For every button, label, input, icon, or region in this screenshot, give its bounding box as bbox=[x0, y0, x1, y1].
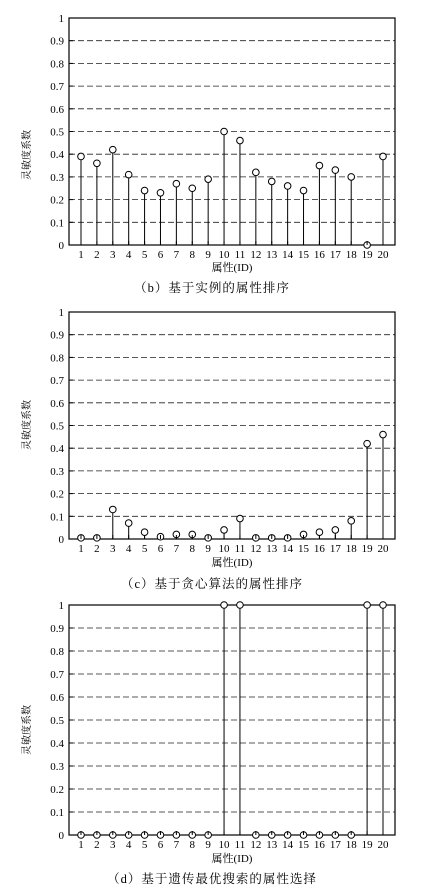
y-tick-label: 1 bbox=[58, 307, 64, 319]
y-tick-label: 0.4 bbox=[50, 738, 64, 750]
x-tick-label: 1 bbox=[78, 249, 84, 261]
x-tick-label: 8 bbox=[189, 543, 196, 555]
y-tick-label: 0.3 bbox=[50, 465, 64, 478]
x-tick-label: 1 bbox=[78, 543, 84, 555]
x-tick-label: 14 bbox=[282, 839, 294, 851]
x-tick-label: 10 bbox=[218, 249, 230, 261]
y-tick-label: 0.8 bbox=[50, 58, 64, 71]
y-tick-label: 0.5 bbox=[50, 420, 64, 433]
y-tick-label: 0.3 bbox=[50, 761, 64, 773]
y-tick-label: 0.4 bbox=[50, 443, 64, 456]
y-tick-label: 0.4 bbox=[50, 149, 64, 162]
chart-panel-2 bbox=[20, 600, 395, 886]
stem-marker bbox=[141, 187, 148, 194]
y-tick-label: 0.7 bbox=[50, 669, 64, 681]
stem-marker bbox=[332, 527, 339, 534]
x-tick-label: 12 bbox=[250, 249, 262, 261]
y-tick-label: 1 bbox=[58, 13, 64, 25]
x-tick-label: 2 bbox=[94, 839, 100, 851]
y-tick-label: 0.6 bbox=[50, 397, 64, 410]
stem-marker bbox=[364, 602, 371, 609]
y-tick-label: 0.1 bbox=[50, 807, 64, 819]
y-tick-label: 0.2 bbox=[50, 488, 64, 501]
y-tick-label: 1 bbox=[58, 600, 64, 612]
x-tick-label: 19 bbox=[361, 543, 373, 555]
x-tick-label: 20 bbox=[377, 249, 389, 261]
stem-marker bbox=[94, 160, 101, 167]
y-tick-label: 0.8 bbox=[50, 646, 64, 658]
stem-marker bbox=[205, 176, 212, 183]
y-tick-label: 0.5 bbox=[50, 126, 64, 139]
x-tick-label: 18 bbox=[345, 839, 357, 851]
stem-marker bbox=[348, 518, 355, 525]
y-tick-label: 0.9 bbox=[50, 329, 64, 342]
x-tick-label: 14 bbox=[282, 543, 294, 555]
y-tick-label: 0.6 bbox=[50, 103, 64, 116]
stem-marker bbox=[253, 169, 260, 176]
y-tick-label: 0 bbox=[58, 240, 64, 252]
stem-marker bbox=[189, 185, 196, 192]
stem-marker bbox=[141, 529, 148, 536]
x-tick-label: 19 bbox=[361, 249, 373, 261]
x-tick-label: 6 bbox=[157, 249, 164, 261]
x-tick-label: 20 bbox=[377, 839, 389, 851]
chart-caption: （c）基于贪心算法的属性排序 bbox=[120, 577, 304, 591]
y-tick-label: 0.6 bbox=[50, 692, 64, 704]
x-tick-label: 12 bbox=[250, 543, 262, 555]
stem-marker bbox=[380, 602, 387, 609]
stem-marker bbox=[173, 180, 180, 187]
x-tick-label: 17 bbox=[329, 839, 341, 851]
x-tick-label: 2 bbox=[94, 543, 100, 555]
stem-marker bbox=[237, 602, 244, 609]
x-tick-label: 13 bbox=[266, 839, 278, 851]
x-tick-label: 7 bbox=[173, 249, 180, 261]
stem-marker bbox=[237, 515, 244, 522]
x-tick-label: 15 bbox=[298, 249, 310, 261]
chart-panel-1 bbox=[20, 307, 395, 591]
stem-marker bbox=[316, 162, 323, 169]
x-axis-title: 属性(ID) bbox=[211, 557, 253, 569]
stem-marker bbox=[332, 167, 339, 174]
y-tick-label: 0.5 bbox=[50, 715, 64, 727]
x-tick-label: 5 bbox=[141, 543, 148, 555]
x-axis-title: 属性(ID) bbox=[211, 262, 253, 274]
x-tick-label: 9 bbox=[205, 249, 211, 261]
x-tick-label: 3 bbox=[110, 839, 116, 851]
chart-panel-0 bbox=[20, 13, 395, 295]
x-axis-title: 属性(ID) bbox=[211, 853, 253, 865]
x-tick-label: 10 bbox=[218, 543, 230, 555]
y-axis-title: 灵敏度系数 bbox=[22, 400, 33, 450]
y-tick-label: 0.7 bbox=[50, 81, 64, 94]
stem-marker bbox=[300, 187, 307, 194]
stem-marker bbox=[221, 128, 228, 135]
x-tick-label: 9 bbox=[205, 839, 211, 851]
x-tick-label: 18 bbox=[345, 249, 357, 261]
x-tick-label: 4 bbox=[125, 543, 132, 555]
x-tick-label: 11 bbox=[234, 543, 246, 555]
x-tick-label: 7 bbox=[173, 839, 180, 851]
chart-caption: （d）基于遗传最优搜索的属性选择 bbox=[107, 872, 317, 886]
y-tick-label: 0 bbox=[58, 534, 64, 546]
x-tick-label: 3 bbox=[110, 249, 116, 261]
x-tick-label: 5 bbox=[141, 839, 148, 851]
stem-marker bbox=[316, 529, 323, 536]
stem-marker bbox=[268, 178, 275, 185]
x-tick-label: 9 bbox=[205, 543, 211, 555]
stem-marker bbox=[109, 506, 116, 513]
y-tick-label: 0.2 bbox=[50, 194, 64, 207]
x-tick-label: 15 bbox=[298, 839, 310, 851]
x-tick-label: 13 bbox=[266, 249, 278, 261]
stem-marker bbox=[221, 602, 228, 609]
y-axis-title: 灵敏度系数 bbox=[22, 130, 33, 180]
x-tick-label: 6 bbox=[157, 543, 164, 555]
x-tick-label: 11 bbox=[234, 839, 246, 851]
y-tick-label: 0 bbox=[58, 830, 64, 842]
y-tick-label: 0.1 bbox=[50, 511, 64, 524]
x-tick-label: 2 bbox=[94, 249, 100, 261]
x-tick-label: 10 bbox=[218, 839, 230, 851]
x-tick-label: 11 bbox=[234, 249, 246, 261]
stem-marker bbox=[125, 171, 132, 178]
x-tick-label: 8 bbox=[189, 249, 196, 261]
y-tick-label: 0.9 bbox=[50, 623, 64, 635]
stem-marker bbox=[380, 153, 387, 160]
y-axis-title: 灵敏度系数 bbox=[22, 705, 33, 755]
y-tick-label: 0.7 bbox=[50, 375, 64, 388]
stem-marker bbox=[364, 440, 371, 447]
y-tick-label: 0.2 bbox=[50, 784, 64, 796]
stem-marker bbox=[109, 146, 116, 153]
x-tick-label: 8 bbox=[189, 839, 196, 851]
y-tick-label: 0.8 bbox=[50, 352, 64, 365]
y-tick-label: 0.9 bbox=[50, 35, 64, 48]
x-tick-label: 12 bbox=[250, 839, 262, 851]
stem-marker bbox=[221, 527, 228, 534]
x-tick-label: 4 bbox=[125, 839, 132, 851]
stem-marker bbox=[284, 183, 291, 190]
x-tick-label: 7 bbox=[173, 543, 180, 555]
chart-caption: （b）基于实例的属性排序 bbox=[134, 281, 290, 295]
x-tick-label: 5 bbox=[141, 249, 148, 261]
x-tick-label: 19 bbox=[361, 839, 373, 851]
x-tick-label: 16 bbox=[313, 249, 325, 261]
x-tick-label: 18 bbox=[345, 543, 357, 555]
x-tick-label: 17 bbox=[329, 249, 341, 261]
x-tick-label: 16 bbox=[313, 543, 325, 555]
x-tick-label: 17 bbox=[329, 543, 341, 555]
x-tick-label: 16 bbox=[313, 839, 325, 851]
x-tick-label: 20 bbox=[377, 543, 389, 555]
y-tick-label: 0.3 bbox=[50, 171, 64, 184]
x-tick-label: 4 bbox=[125, 249, 132, 261]
x-tick-label: 13 bbox=[266, 543, 278, 555]
x-tick-label: 14 bbox=[282, 249, 294, 261]
stem-marker bbox=[348, 174, 355, 181]
y-tick-label: 0.1 bbox=[50, 217, 64, 230]
x-tick-label: 6 bbox=[157, 839, 164, 851]
x-tick-label: 3 bbox=[110, 543, 116, 555]
stem-marker bbox=[125, 520, 132, 527]
stem-marker bbox=[380, 431, 387, 438]
x-tick-label: 1 bbox=[78, 839, 84, 851]
stem-marker bbox=[78, 153, 85, 160]
stem-marker bbox=[157, 189, 164, 196]
x-tick-label: 15 bbox=[298, 543, 310, 555]
stem-marker bbox=[237, 137, 244, 144]
